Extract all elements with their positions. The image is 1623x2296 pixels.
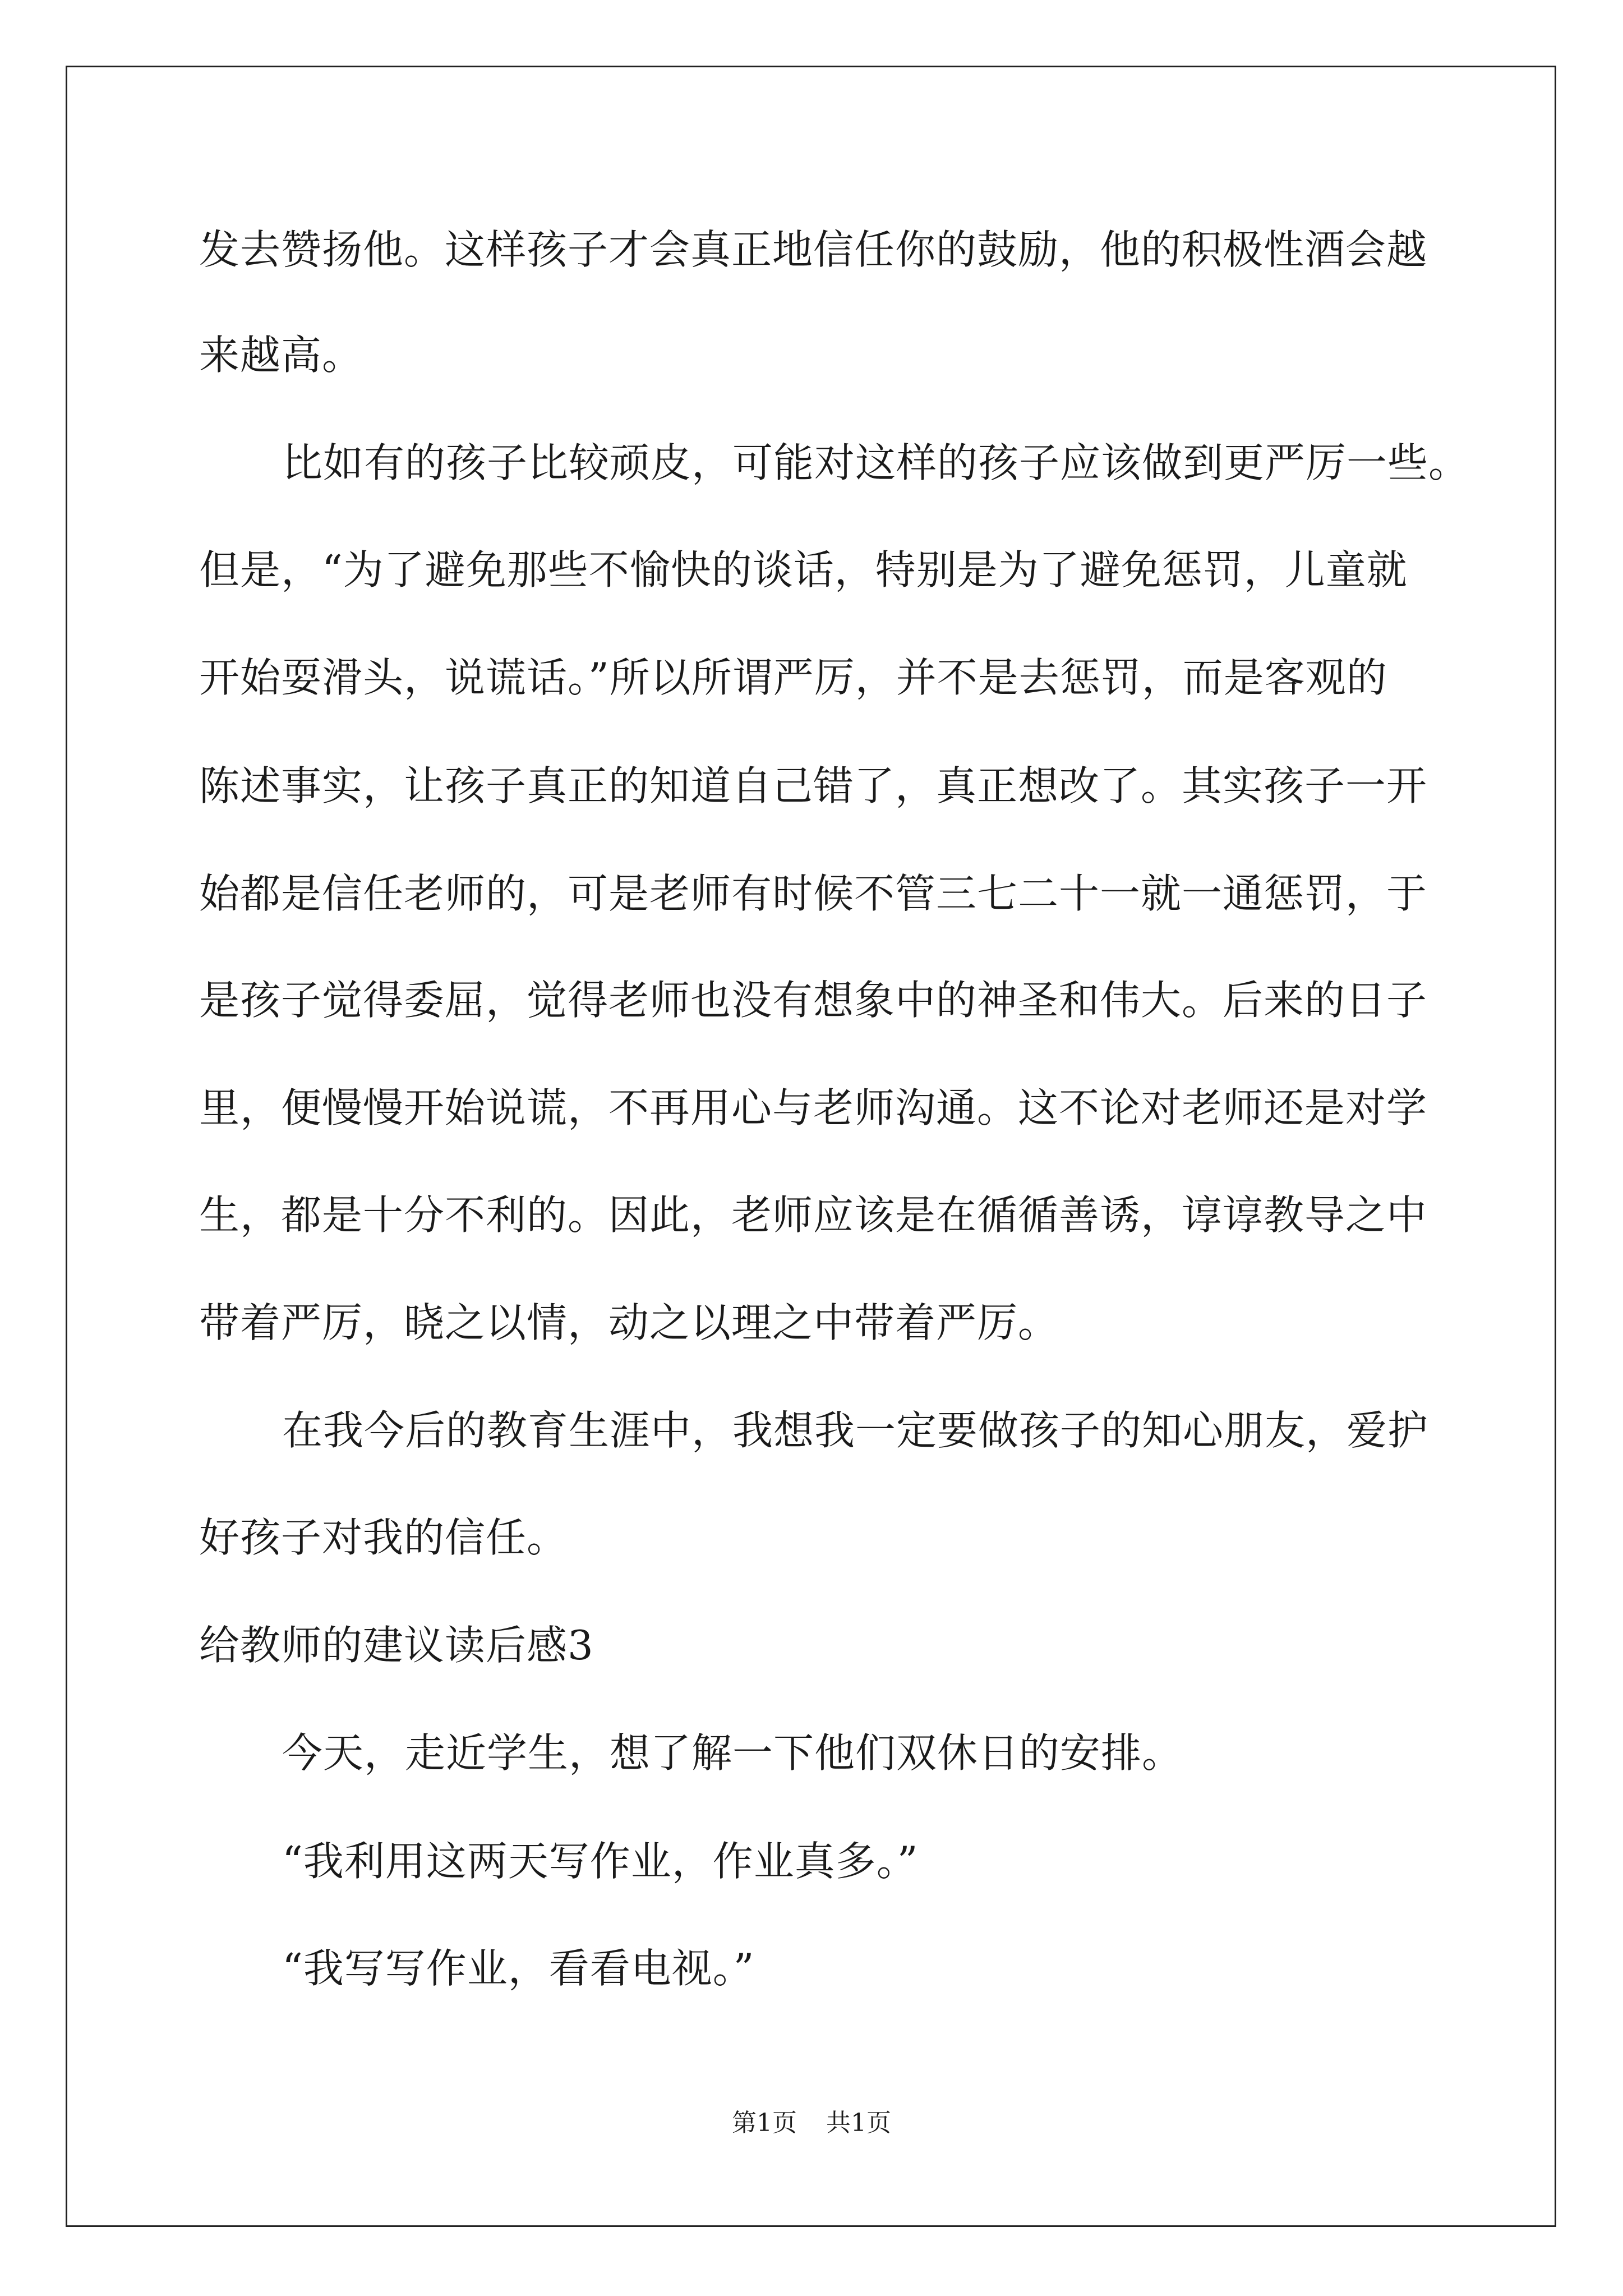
page-number: 第1页	[732, 2109, 797, 2137]
text-line: 生，都是十分不利的。因此，老师应该是在循循善诱，谆谆教导之中	[199, 1191, 1428, 1239]
paragraph-start-line: 比如有的孩子比较顽皮，可能对这样的孩子应该做到更严厉一些。	[282, 439, 1470, 486]
text-line: 里，便慢慢开始说谎，不再用心与老师沟通。这不论对老师还是对学	[199, 1084, 1428, 1131]
section-title: 给教师的建议读后感3	[199, 1622, 594, 1669]
paragraph-start-line: 今天，走近学生，想了解一下他们双休日的安排。	[282, 1729, 1183, 1777]
paragraph-start-line: 在我今后的教育生涯中，我想我一定要做孩子的知心朋友，爱护	[282, 1407, 1429, 1454]
quote-line: “我写写作业，看看电视。”	[282, 1945, 755, 1992]
text-line: 但是，“为了避免那些不愉快的谈话，特别是为了避免惩罚，儿童就	[199, 546, 1408, 593]
page-footer	[0, 2106, 1623, 2140]
text-line: 陈述事实，让孩子真正的知道自己错了，真正想改了。其实孩子一开	[199, 762, 1428, 809]
text-line: 开始耍滑头，说谎话。”所以所谓严厉，并不是去惩罚，而是客观的	[199, 654, 1387, 701]
text-line: 始都是信任老师的，可是老师有时候不管三七二十一就一通惩罚，于	[199, 870, 1428, 917]
text-line: 来越高。	[199, 332, 363, 379]
text-line: 是孩子觉得委屈，觉得老师也没有想象中的神圣和伟大。后来的日子	[199, 977, 1428, 1024]
text-line: 发去赞扬他。这样孩子才会真正地信任你的鼓励，他的积极性酒会越	[199, 226, 1428, 273]
quote-line: “我利用这两天写作业，作业真多。”	[282, 1838, 919, 1885]
page-border	[66, 66, 1556, 2227]
total-pages: 共1页	[826, 2109, 891, 2137]
text-line: 好孩子对我的信任。	[199, 1514, 568, 1561]
text-line: 带着严厉，晓之以情，动之以理之中带着严厉。	[199, 1299, 1059, 1346]
